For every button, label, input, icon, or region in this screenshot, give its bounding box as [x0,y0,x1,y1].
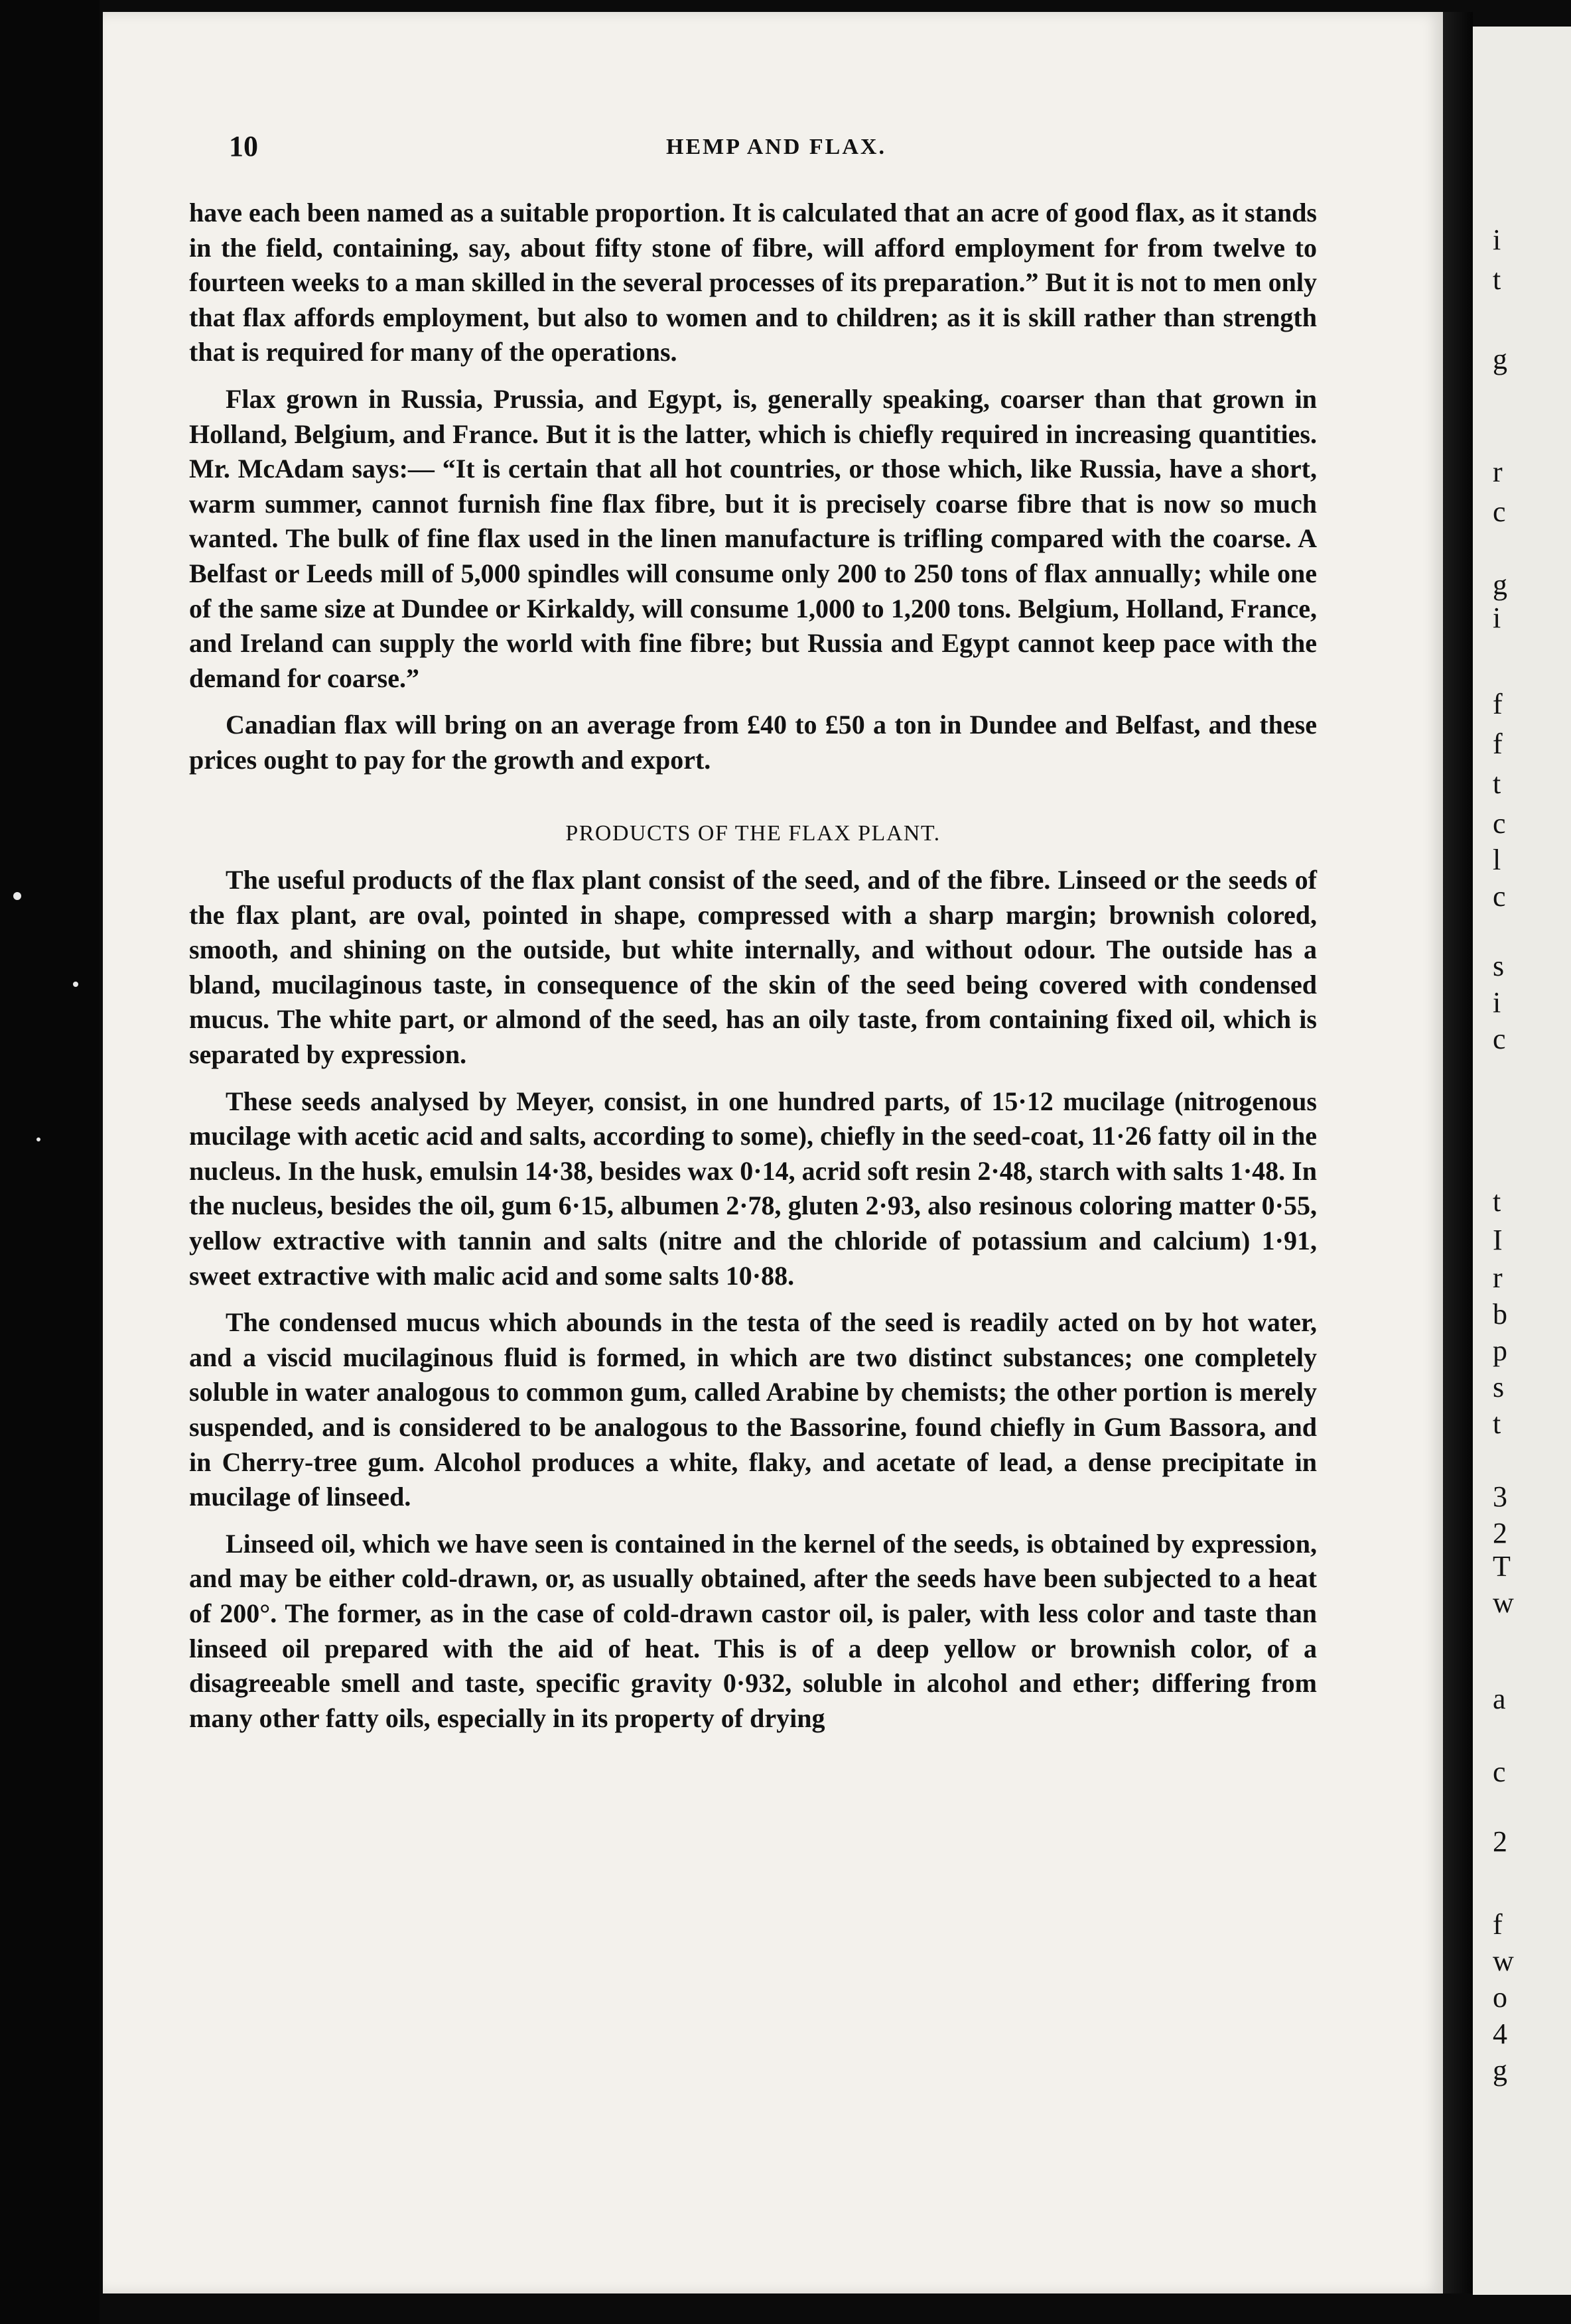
paragraph: Linseed oil, which we have seen is contained in the kernel of the seeds, is obtained by expression, and may be either cold-drawn, or, as usually obtained, after the seeds have been subjected to a heat of 200°. The former, as in the case of cold-drawn castor oil, is paler, with less color and taste than linseed oil prepared with the aid of heat. This is of a deep yellow or brownish color, of a disagreeable smell and taste, specific gravity 0·932, soluble in alcohol and ether; differing from many other fatty oils, especially in its property of drying [189,1528,1317,1733]
page-gutter [1443,12,1473,2293]
facing-page-fragment: t [1493,767,1501,800]
facing-page-fragment: f [1493,688,1503,720]
paragraph: The condensed mucus which abounds in the testa of the seed is readily acted on by hot water, and a viscid mucilaginous fluid is formed, in which are two distinct substances; one completely soluble in water analogous to common gum, called Arabine by chemists; the other portion is merely suspended, and is considered to be analogous to the Bassorine, found chiefly in Gum Bassora, and in Cherry-tree gum. Alcohol produces a white, flaky, and acetate of lead, a dense precipitate in mucilage of linseed. [189,1307,1317,1512]
facing-page-fragment: t [1493,263,1501,296]
facing-page-edge [1473,27,1571,2295]
paragraph: The useful products of the flax plant consist of the seed, and of the fibre. Linseed or the seeds of the flax plant, are oval, pointed in shape, compressed with a sharp margin; brownish colored, smooth, and shining on the outside, but white internally, and without odour. The outside has a bland, mucilaginous taste, in consequence of the skin of the seed being covered with condensed mucus. The white part, or almond of the seed, has an oily taste, from containing fixed oil, which is separated by expression. [189,865,1317,1070]
facing-page-fragment: c [1493,1023,1506,1055]
facing-page-fragment: c [1493,1756,1506,1788]
facing-page-fragment: 3 [1493,1480,1507,1513]
facing-page-fragment: i [1493,224,1501,256]
facing-page-fragment: c [1493,495,1506,528]
facing-page-fragment: c [1493,880,1506,913]
scan-border-left [0,0,100,2324]
facing-page-fragment: i [1493,602,1501,634]
facing-page-fragment: i [1493,986,1501,1019]
page-body [189,196,1317,1736]
facing-page-fragment: T [1493,1550,1511,1582]
facing-page-fragment: s [1493,1371,1505,1403]
facing-page-fragment: I [1493,1224,1503,1256]
facing-page-fragment: b [1493,1298,1507,1330]
running-title: HEMP AND FLAX. [666,135,886,159]
paragraph: have each been named as a suitable proportion. It is calculated that an acre of good flax, as it stands in the field, containing, say, about fifty stone of fibre, will afford employment for from twelve to fourteen weeks to a man skilled in the several processes of its preparation.” But it is not to men only that flax affords employment, but also to women and to children; as it is skill rather than strength that is required for many of the operations. [189,198,1317,367]
facing-page-fragment: p [1493,1334,1507,1367]
section-heading: PRODUCTS OF THE FLAX PLANT. [565,820,941,846]
facing-page-fragment: f [1493,728,1503,760]
facing-page-fragment: g [1493,2054,1507,2087]
facing-page-fragment: a [1493,1683,1506,1715]
facing-page-fragment: t [1493,1407,1501,1440]
facing-page-fragment: t [1493,1185,1501,1218]
paragraph: Canadian flax will bring on an average from £40 to £50 a ton in Dundee and Belfast, and these prices ought to pay for the growth and export. [189,710,1317,775]
facing-page-fragment: o [1493,1981,1507,2014]
paragraph: These seeds analysed by Meyer, consist, in one hundred parts, of 15·12 mucilage (nitrogenous mucilage with acetic acid and salts, according to some), chiefly in the seed-coat, 11·26 fatty oil in the nucleus. In the husk, emulsin 14·38, besides wax 0·14, acrid soft resin 2·48, starch with salts 1·48. In the nucleus, besides the oil, gum 6·15, albumen 2·78, gluten 2·93, also resinous coloring matter 0·55, yellow extractive with tannin and salts (nitre and the chloride of potassium and calcium) 1·91, sweet extractive with malic acid and some salts 10·88. [189,1086,1317,1291]
facing-page-fragment: r [1493,1261,1503,1294]
facing-page-fragment: w [1493,1586,1514,1619]
facing-page-fragment: g [1493,343,1507,375]
facing-page-fragment: 2 [1493,1825,1507,1858]
scan-speck [73,982,78,987]
facing-page-fragment: 4 [1493,2018,1507,2050]
facing-page-fragment: w [1493,1945,1514,1977]
scan-speck [36,1137,40,1141]
running-head [229,129,1324,169]
paragraph: Flax grown in Russia, Prussia, and Egypt, is, generally speaking, coarser than that grown in Holland, Belgium, and France. But it is the latter, which is chiefly required in increasing quantities. Mr. McAdam says:— “It is certain that all hot countries, or those which, like Russia, have a short, warm summer, cannot furnish fine flax fibre, but it is precisely coarse fibre that is now so much wanted. The bulk of fine flax used in the linen manufacture is trifling compared with the coarse. A Belfast or Leeds mill of 5,000 spindles will consume only 200 to 250 tons of flax annually; while one of the same size at Dundee or Kirkaldy, will consume 1,000 to 1,200 tons. Belgium, Holland, France, and Ireland can supply the world with fine fibre; but Russia and Egypt cannot keep pace with the demand for coarse.” [189,383,1317,693]
facing-page-fragment: s [1493,950,1505,982]
scan-speck [13,892,21,900]
facing-page-fragment: r [1493,456,1503,488]
facing-page-fragment: g [1493,568,1507,601]
facing-page-fragment: 2 [1493,1517,1507,1549]
page-number: 10 [229,130,258,162]
facing-page-fragment: f [1493,1908,1503,1941]
facing-page-fragment: l [1493,844,1501,876]
facing-page-fragment: c [1493,807,1506,840]
